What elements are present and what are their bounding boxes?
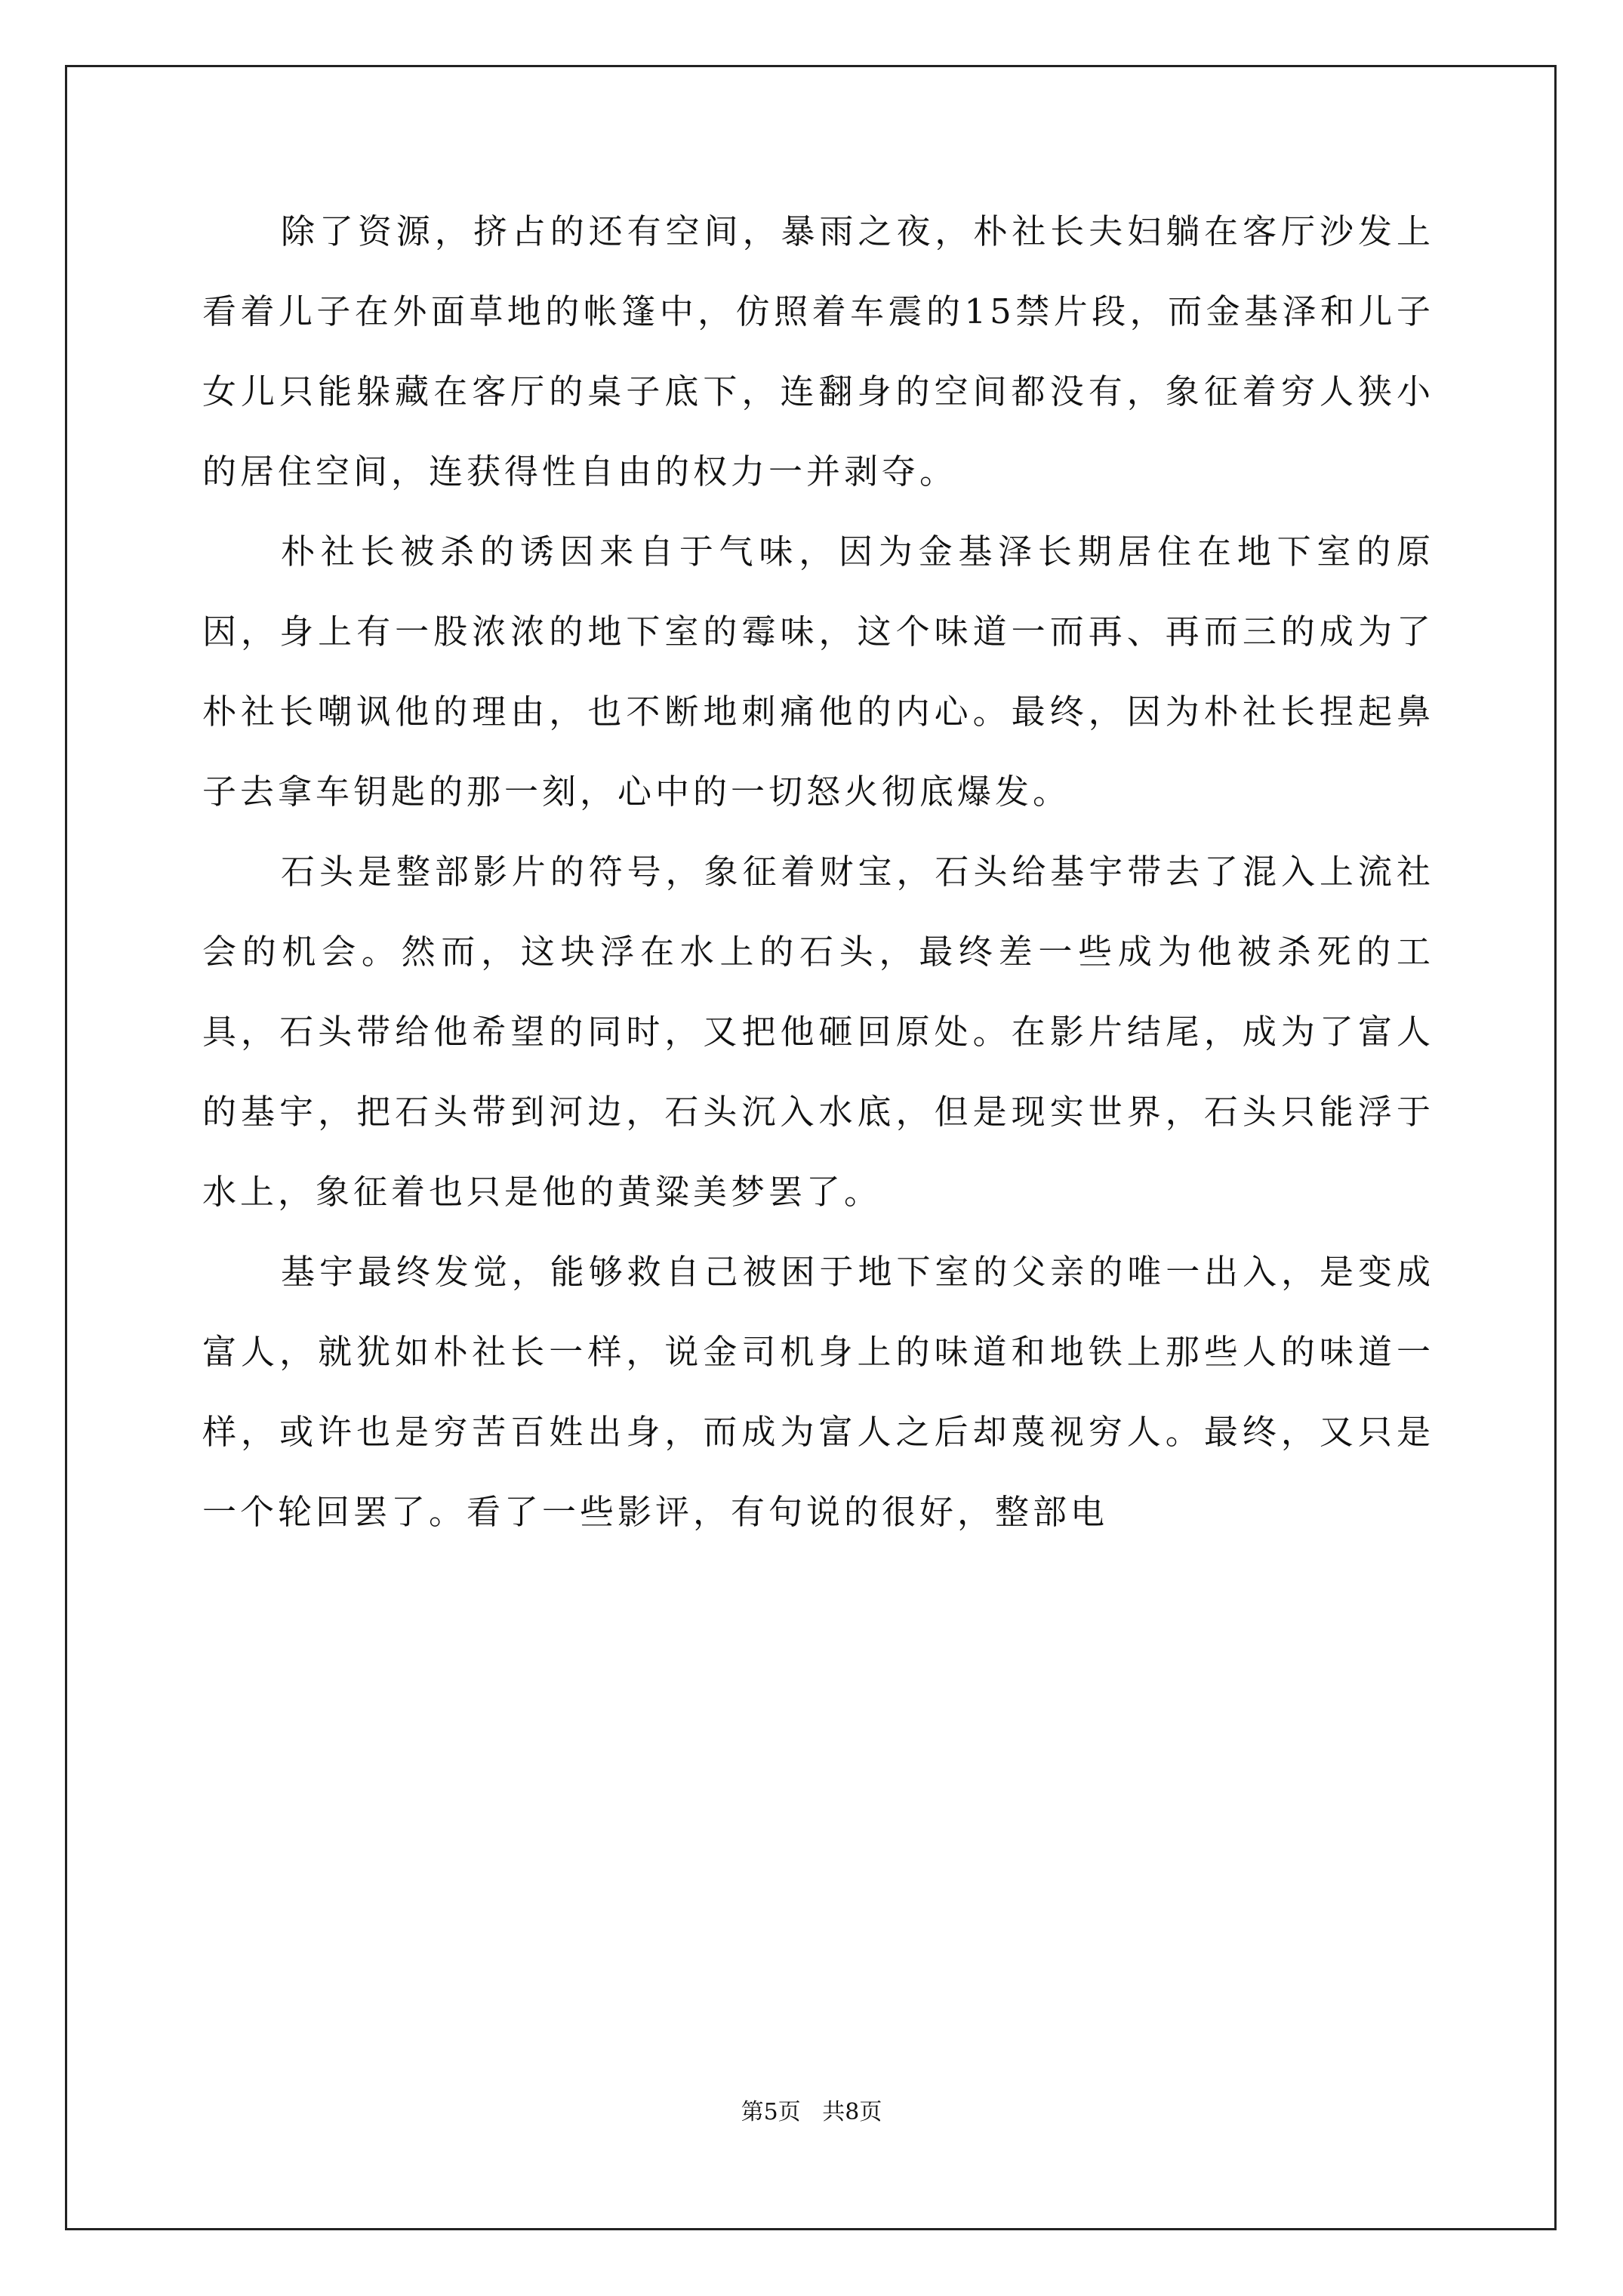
page-total: 共8页 <box>822 2099 882 2125</box>
document-body <box>202 192 1434 1552</box>
page-footer <box>0 2097 1623 2128</box>
page-number: 第5页 <box>741 2099 801 2125</box>
paragraph-2: 朴社长被杀的诱因来自于气味，因为金基泽长期居住在地下室的原因，身上有一股浓浓的地下室的霉味，这个味道一而再、再而三的成为了朴社长嘲讽他的理由，也不断地刺痛他的内心。最终，因为朴社长捏起鼻子去拿车钥匙的那一刻，心中的一切怒火彻底爆发。 <box>202 532 1434 812</box>
paragraph-3: 石头是整部影片的符号，象征着财宝，石头给基宇带去了混入上流社会的机会。然而，这块浮在水上的石头，最终差一些成为他被杀死的工具，石头带给他希望的同时，又把他砸回原处。在影片结尾，成为了富人的基宇，把石头带到河边，石头沉入水底，但是现实世界，石头只能浮于水上，象征着也只是他的黄粱美梦罢了。 <box>202 852 1434 1212</box>
paragraph-1: 除了资源，挤占的还有空间，暴雨之夜，朴社长夫妇躺在客厅沙发上看着儿子在外面草地的帐篷中，仿照着车震的15禁片段，而金基泽和儿子女儿只能躲藏在客厅的桌子底下，连翻身的空间都没有，象征着穷人狭小的居住空间，连获得性自由的权力一并剥夺。 <box>202 211 1434 492</box>
paragraph-4: 基宇最终发觉，能够救自己被困于地下室的父亲的唯一出入，是变成富人，就犹如朴社长一样，说金司机身上的味道和地铁上那些人的味道一样，或许也是穷苦百姓出身，而成为富人之后却蔑视穷人。最终，又只是一个轮回罢了。看了一些影评，有句说的很好，整部电 <box>202 1252 1434 1532</box>
